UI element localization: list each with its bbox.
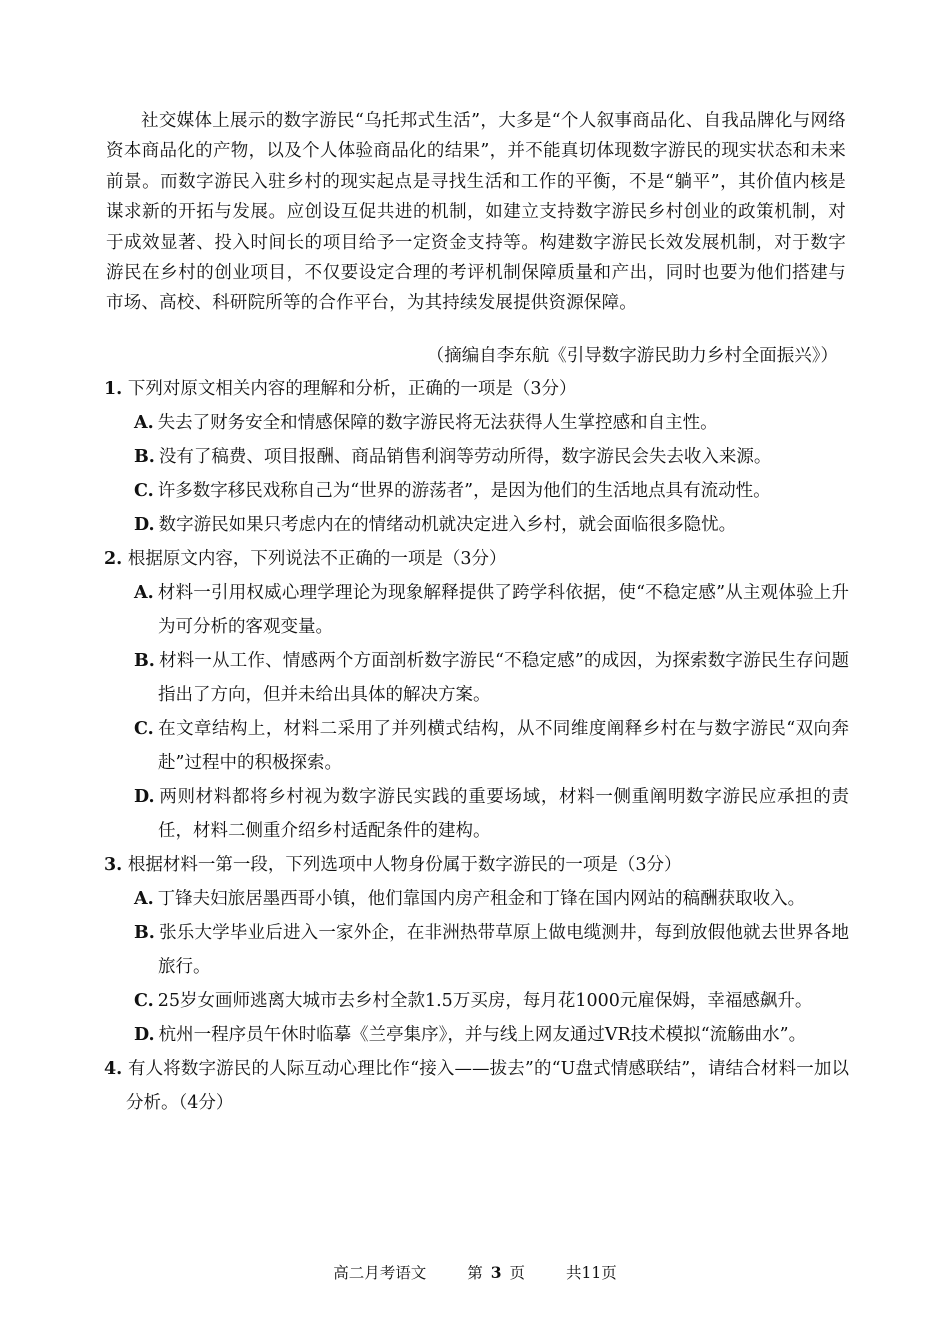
option-text: 许多数字移民戏称自己为“世界的游荡者”，是因为他们的生活地点具有流动性。: [157, 481, 771, 501]
option-a: [104, 406, 849, 440]
question-number: 4.: [104, 1059, 123, 1079]
question-number: 1.: [104, 379, 123, 399]
question-3: [104, 848, 849, 1052]
option-text: 在文章结构上，材料二采用了并列横式结构，从不同维度阐释乡村在与数字游民“双向奔赴”过程中的积极探索。: [157, 719, 849, 773]
option-text: 材料一从工作、情感两个方面剖析数字游民“不稳定感”的成因，为探索数字游民生存问题指出了方向，但并未给出具体的解决方案。: [158, 651, 849, 705]
option-letter: B.: [134, 923, 155, 943]
question-number: 2.: [104, 549, 123, 569]
question-1: [104, 372, 849, 542]
option-c: [104, 712, 849, 780]
option-d: [104, 780, 849, 848]
option-letter: D.: [134, 1025, 155, 1045]
option-b: [104, 916, 849, 984]
question-text: 下列对原文相关内容的理解和分析，正确的一项是（3分）: [127, 379, 577, 399]
option-letter: C.: [134, 481, 154, 501]
option-text: 丁锋夫妇旅居墨西哥小镇，他们靠国内房产租金和丁锋在国内网站的稿酬获取收入。: [157, 889, 806, 909]
question-stem: [104, 848, 849, 882]
option-text: 25岁女画师逃离大城市去乡村全款1.5万买房，每月花1000元雇保姆，幸福感飙升。: [157, 991, 813, 1011]
question-stem: [104, 542, 849, 576]
question-text: 根据材料一第一段，下列选项中人物身份属于数字游民的一项是（3分）: [127, 855, 682, 875]
option-text: 失去了财务安全和情感保障的数字游民将无法获得人生掌控感和自主性。: [157, 413, 718, 433]
footer-page-suffix: 页: [509, 1264, 526, 1282]
option-b: [104, 440, 849, 474]
footer-total: 共11页: [565, 1264, 617, 1282]
option-d: [104, 1018, 849, 1052]
question-text: 有人将数字游民的人际互动心理比作“接入——拔去”的“U盘式情感联结”，请结合材料一加以分析。（4分）: [126, 1059, 849, 1113]
option-letter: A.: [134, 583, 154, 603]
question-text: 根据原文内容，下列说法不正确的一项是（3分）: [127, 549, 507, 569]
passage-paragraph: 社交媒体上展示的数字游民“乌托邦式生活”，大多是“个人叙事商品化、自我品牌化与网络资本商品化的产物，以及个人体验商品化的结果”，并不能真切体现数字游民的现实状态和未来前景。而数字游民入驻乡村的现实起点是寻找生活和工作的平衡，不是“躺平”，其价值内核是谋求新的开拓与发展。应创设互促共进的机制，如建立支持数字游民乡村创业的政策机制，对于成效显著、投入时间长的项目给予一定资金支持等。构建数字游民长效发展机制，对于数字游民在乡村的创业项目，不仅要设定合理的考评机制保障质量和产出，同时也要为他们搭建与市场、高校、科研院所等的合作平台，为其持续发展提供资源保障。: [106, 111, 846, 314]
question-number: 3.: [104, 855, 123, 875]
footer-page: [467, 1264, 525, 1282]
option-d: [104, 508, 849, 542]
option-letter: D.: [134, 515, 155, 535]
option-letter: D.: [134, 787, 155, 807]
question-stem: [104, 1052, 849, 1120]
question-2: [104, 542, 849, 848]
option-letter: B.: [134, 651, 155, 671]
page-footer: [0, 1262, 950, 1284]
option-b: [104, 644, 849, 712]
option-text: 两则材料都将乡村视为数字游民实践的重要场域，材料一侧重阐明数字游民应承担的责任，材料二侧重介绍乡村适配条件的建构。: [158, 787, 849, 841]
option-c: [104, 984, 849, 1018]
option-letter: B.: [134, 447, 155, 467]
option-text: 材料一引用权威心理学理论为现象解释提供了跨学科依据，使“不稳定感”从主观体验上升为可分析的客观变量。: [157, 583, 849, 637]
question-stem: [104, 372, 849, 406]
footer-page-prefix: 第: [467, 1264, 483, 1282]
option-text: 数字游民如果只考虑内在的情绪动机就决定进入乡村，就会面临很多隐忧。: [158, 515, 737, 535]
option-letter: C.: [134, 719, 154, 739]
passage-source: （摘编自李东航《引导数字游民助力乡村全面振兴》）: [426, 346, 838, 366]
question-list: [104, 372, 849, 1120]
option-letter: C.: [134, 991, 154, 1011]
option-letter: A.: [134, 889, 154, 909]
footer-subject: 高二月考语文: [333, 1264, 427, 1282]
footer-page-number: 3: [490, 1263, 502, 1282]
option-text: 张乐大学毕业后进入一家外企，在非洲热带草原上做电缆测井，每到放假他就去世界各地旅行。: [158, 923, 849, 977]
option-text: 没有了稿费、项目报酬、商品销售利润等劳动所得，数字游民会失去收入来源。: [158, 447, 772, 467]
option-c: [104, 474, 849, 508]
option-text: 杭州一程序员午休时临摹《兰亭集序》，并与线上网友通过VR技术模拟“流觞曲水”。: [158, 1025, 807, 1045]
option-letter: A.: [134, 413, 154, 433]
option-a: [104, 882, 849, 916]
question-4: [104, 1052, 849, 1120]
option-a: [104, 576, 849, 644]
